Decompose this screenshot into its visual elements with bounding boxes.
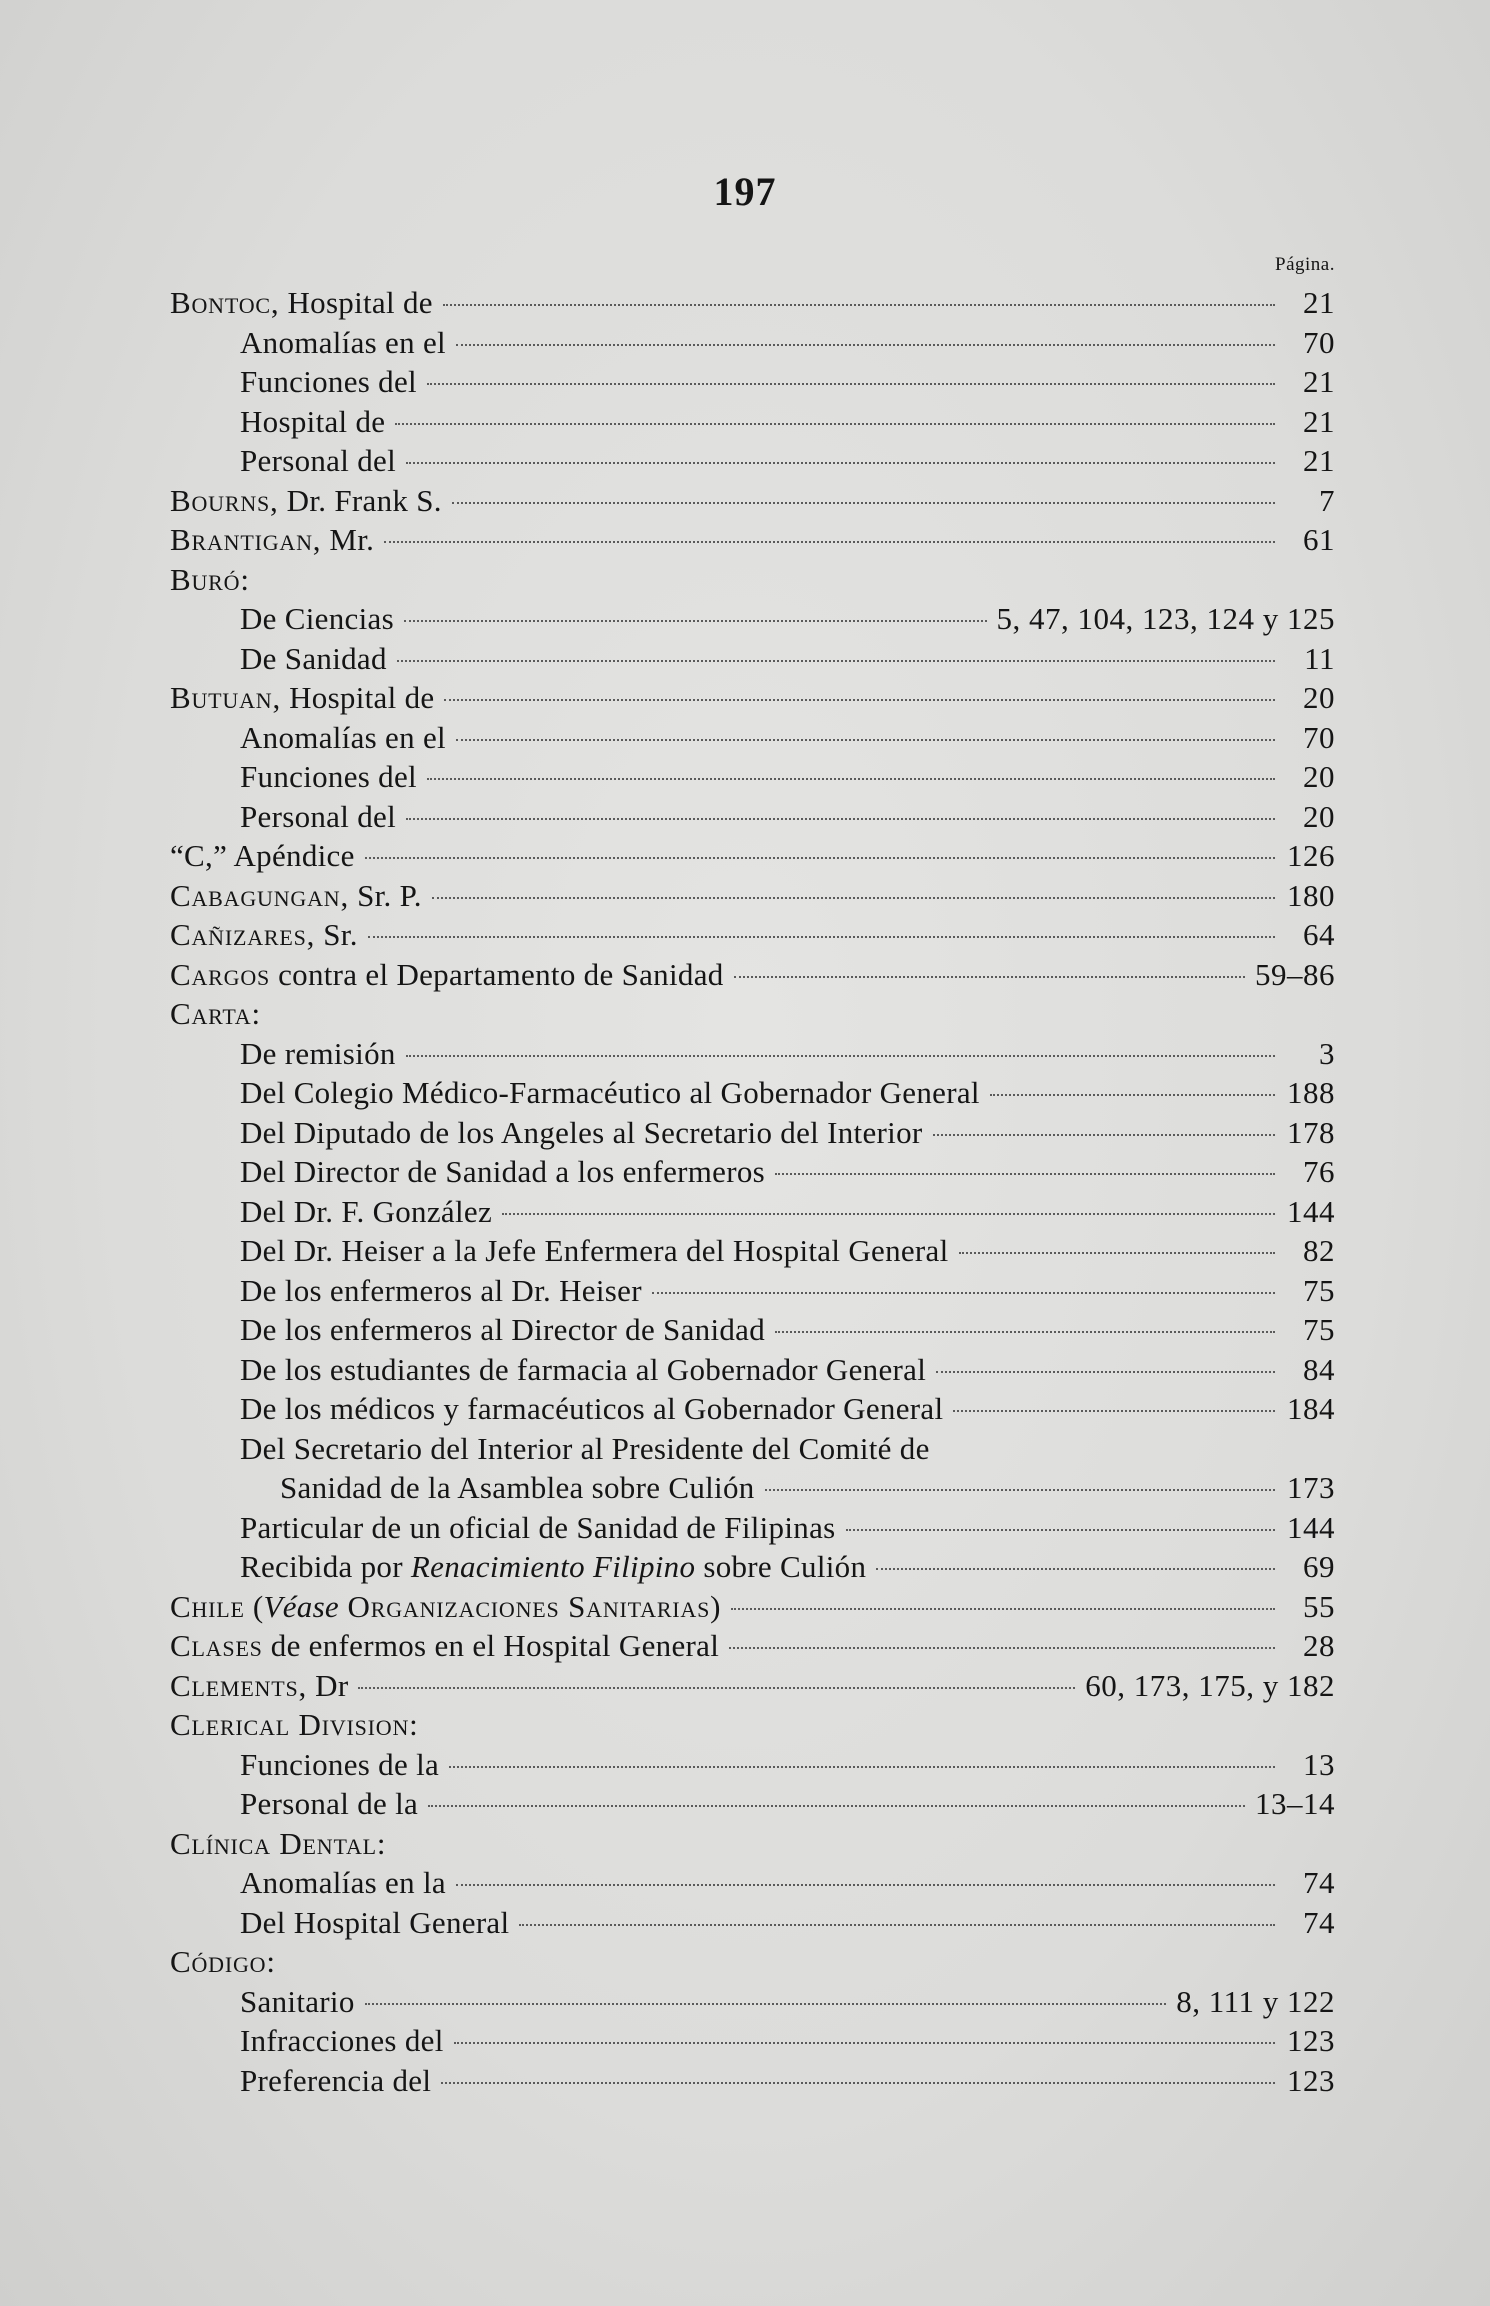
dot-leader — [397, 660, 1275, 662]
entry-text: Hospital de — [240, 403, 386, 439]
dot-leader — [990, 1094, 1275, 1096]
dot-leader — [406, 1055, 1275, 1057]
entry-text: Funciones del — [240, 759, 417, 794]
dot-leader — [432, 897, 1275, 899]
entry-pages: 82 — [1303, 1233, 1335, 1268]
entry-pages: 21 — [1303, 443, 1335, 478]
page-column-header: Página. — [1275, 254, 1335, 275]
entry-text: de enfermos en el Hospital General — [262, 1628, 720, 1663]
index-subentry — [170, 1547, 1335, 1587]
index-entry — [170, 876, 1335, 916]
entry-text: De los médicos y farmacéuticos al Gobernador General — [240, 1391, 944, 1426]
entry-pages: 13 — [1303, 1746, 1335, 1782]
entry-pages: 123 — [1287, 2062, 1335, 2098]
index-subentry — [170, 1271, 1335, 1311]
entry-heading: Cabagungan, — [170, 877, 350, 913]
entry-pages: 70 — [1303, 719, 1335, 755]
entry-heading: Bourns, — [170, 482, 279, 518]
dot-leader — [427, 778, 1275, 780]
entry-pages: 173 — [1287, 1470, 1335, 1505]
entry-pages: 21 — [1303, 285, 1335, 320]
entry-heading: Carta — [170, 996, 252, 1031]
entry-pages: 144 — [1287, 1509, 1335, 1545]
dot-leader — [406, 818, 1275, 820]
index-subentry — [170, 2021, 1335, 2061]
dot-leader — [456, 1884, 1275, 1886]
index-entry — [170, 520, 1335, 560]
entry-pages: 20 — [1303, 759, 1335, 794]
index-entry — [170, 955, 1335, 995]
entry-heading: Cargos — [170, 956, 271, 992]
entry-text: De Sanidad — [240, 640, 387, 676]
dot-leader — [404, 620, 987, 622]
entry-text: Dr — [307, 1667, 349, 1703]
index-entry — [170, 915, 1335, 955]
index-subentry — [170, 757, 1335, 797]
index-subentry — [170, 1982, 1335, 2022]
index-subentry — [170, 639, 1335, 679]
entry-italic-title: Renacimiento Filipino — [410, 1549, 696, 1584]
entry-pages: 76 — [1303, 1154, 1335, 1189]
dot-leader — [454, 2042, 1275, 2044]
index-subentry-continuation — [170, 1468, 1335, 1508]
index-entry — [170, 283, 1335, 323]
entry-text: Sr. P. — [349, 877, 422, 913]
dot-leader — [427, 383, 1275, 385]
entry-heading: Clements, — [170, 1667, 308, 1703]
entry-text: : — [251, 996, 261, 1031]
index-group-heading — [170, 560, 1335, 600]
entry-pages: 5, 47, 104, 123, 124 y 125 — [996, 601, 1335, 636]
entry-text: : — [409, 1707, 419, 1742]
index-subentry — [170, 1784, 1335, 1824]
dot-leader — [443, 304, 1275, 306]
index-subentry — [170, 718, 1335, 758]
index-subentry — [170, 441, 1335, 481]
index-subentry — [170, 362, 1335, 402]
entry-text: Recibida por — [240, 1549, 411, 1584]
entry-pages: 55 — [1303, 1588, 1335, 1624]
entry-text: Sanitario — [240, 1983, 355, 2019]
index-subentry — [170, 1192, 1335, 1232]
entry-heading: Clínica Dental — [170, 1825, 377, 1861]
index-subentry — [170, 1034, 1335, 1074]
entry-text: Mr. — [321, 522, 375, 557]
dot-leader — [441, 2082, 1275, 2084]
dot-leader — [406, 462, 1275, 464]
entry-text: Anomalías en el — [240, 324, 446, 360]
entry-text: Sr. — [315, 917, 358, 952]
dot-leader — [456, 344, 1275, 346]
entry-text: Personal del — [240, 798, 396, 834]
dot-leader — [846, 1529, 1276, 1531]
entry-pages: 70 — [1303, 324, 1335, 360]
index-group-heading — [170, 1824, 1335, 1864]
index-subentry — [170, 1113, 1335, 1153]
entry-heading: Clerical Division — [170, 1707, 410, 1742]
index-subentry — [170, 1152, 1335, 1192]
dot-leader — [428, 1805, 1245, 1807]
entry-pages: 59–86 — [1255, 956, 1335, 992]
dot-leader — [384, 541, 1275, 543]
entry-text: Personal del — [240, 443, 396, 478]
entry-text: De los enfermeros al Dr. Heiser — [240, 1272, 642, 1308]
entry-text: : — [266, 1944, 276, 1979]
entry-heading: Bontoc, — [170, 285, 280, 320]
index-subentry — [170, 797, 1335, 837]
entry-text: ) — [710, 1588, 721, 1624]
index-subentry — [170, 1903, 1335, 1943]
dot-leader — [456, 739, 1275, 741]
dot-leader — [775, 1331, 1275, 1333]
entry-pages: 69 — [1303, 1549, 1335, 1584]
dot-leader — [652, 1292, 1275, 1294]
dot-leader — [765, 1489, 1275, 1491]
index-subentry — [170, 1745, 1335, 1785]
entry-pages: 126 — [1287, 838, 1335, 873]
entry-pages: 184 — [1287, 1391, 1335, 1426]
dot-leader — [729, 1647, 1275, 1649]
entry-italic-see: Véase — [263, 1588, 339, 1624]
index-subentry — [170, 323, 1335, 363]
index-subentry — [170, 1073, 1335, 1113]
index-entry — [170, 1626, 1335, 1666]
entry-pages: 7 — [1319, 482, 1335, 518]
entry-text: Sanidad de la Asamblea sobre Culión — [280, 1470, 755, 1505]
entry-text: Anomalías en el — [240, 719, 446, 755]
index-subentry — [170, 1863, 1335, 1903]
entry-pages: 144 — [1287, 1193, 1335, 1229]
entry-pages: 8, 111 y 122 — [1176, 1983, 1335, 2019]
entry-text: De los estudiantes de farmacia al Gobernador General — [240, 1351, 927, 1387]
entry-text: ( — [244, 1588, 264, 1624]
index-subentry — [170, 599, 1335, 639]
index-entry — [170, 1666, 1335, 1706]
index-group-heading — [170, 1942, 1335, 1982]
dot-leader — [395, 423, 1275, 425]
entry-text: Del Dr. Heiser a la Jefe Enfermera del Hospital General — [240, 1233, 949, 1268]
entry-text: Del Director de Sanidad a los enfermeros — [240, 1154, 766, 1189]
entry-pages: 74 — [1303, 1865, 1335, 1900]
index-group-heading — [170, 1705, 1335, 1745]
entry-text: Funciones de la — [240, 1746, 440, 1782]
dot-leader — [734, 976, 1245, 978]
entry-pages: 178 — [1287, 1114, 1335, 1150]
index-subentry — [170, 1508, 1335, 1548]
dot-leader — [959, 1252, 1275, 1254]
entry-heading: Butuan, — [170, 680, 282, 715]
entry-text: sobre Culión — [695, 1549, 867, 1584]
dot-leader — [519, 1924, 1275, 1926]
entry-text: De Ciencias — [240, 601, 394, 636]
entry-pages: 61 — [1303, 522, 1335, 557]
entry-pages: 180 — [1287, 877, 1335, 913]
index-group-heading — [170, 994, 1335, 1034]
dot-leader — [731, 1608, 1275, 1610]
entry-heading: Brantigan, — [170, 522, 322, 557]
entry-text: Del Hospital General — [240, 1904, 510, 1940]
dot-leader — [358, 1687, 1075, 1689]
dot-leader — [365, 2003, 1167, 2005]
entry-heading: Código — [170, 1944, 267, 1979]
entry-text: Del Diputado de los Angeles al Secretario del Interior — [240, 1114, 923, 1150]
entry-pages: 64 — [1303, 917, 1335, 952]
entry-pages: 28 — [1303, 1628, 1335, 1663]
index-entry — [170, 836, 1335, 876]
entry-text: Del Colegio Médico-Farmacéutico al Gobernador General — [240, 1075, 980, 1110]
entry-pages: 123 — [1287, 2023, 1335, 2058]
index-subentry — [170, 1231, 1335, 1271]
entry-text: Personal de la — [240, 1786, 419, 1821]
entry-text: Del Dr. F. González — [240, 1193, 493, 1229]
entry-pages: 75 — [1303, 1272, 1335, 1308]
entry-pages: 84 — [1303, 1351, 1335, 1387]
entry-pages: 60, 173, 175, y 182 — [1085, 1667, 1335, 1703]
entry-text: : — [376, 1825, 386, 1861]
index-subentry-first-line — [170, 1429, 1335, 1469]
index-subentry — [170, 402, 1335, 442]
dot-leader — [936, 1371, 1275, 1373]
entry-text: De remisión — [240, 1035, 396, 1071]
dot-leader — [876, 1568, 1275, 1570]
dot-leader — [933, 1134, 1276, 1136]
entry-text: Funciones del — [240, 364, 417, 399]
dot-leader — [365, 857, 1275, 859]
index-subentry — [170, 1310, 1335, 1350]
page-number: 197 — [713, 169, 777, 214]
entry-text: Hospital de — [279, 285, 433, 320]
entry-pages: 20 — [1303, 680, 1335, 715]
entry-text: Infracciones del — [240, 2023, 444, 2058]
index-entry — [170, 678, 1335, 718]
dot-leader — [452, 502, 1275, 504]
dot-leader — [449, 1766, 1275, 1768]
dot-leader — [502, 1213, 1275, 1215]
entry-pages: 21 — [1303, 364, 1335, 399]
index-subentry — [170, 1389, 1335, 1429]
entry-pages: 3 — [1319, 1035, 1335, 1071]
entry-pages: 188 — [1287, 1075, 1335, 1110]
entry-text: Hospital de — [281, 680, 435, 715]
entry-text: Anomalías en la — [240, 1865, 446, 1900]
entry-pages: 20 — [1303, 798, 1335, 834]
entry-heading: Cañizares, — [170, 917, 316, 952]
index-subentry — [170, 2061, 1335, 2101]
entry-pages: 13–14 — [1255, 1786, 1335, 1821]
entry-text: Dr. Frank S. — [278, 482, 442, 518]
index-entry — [170, 1587, 1335, 1627]
dot-leader — [444, 699, 1275, 701]
entry-heading: Buró — [170, 561, 241, 597]
entry-pages: 11 — [1304, 640, 1335, 676]
entry-text: “C,” Apéndice — [170, 838, 355, 873]
index-entry — [170, 481, 1335, 521]
entry-text: contra el Departamento de Sanidad — [270, 956, 724, 992]
entry-text: Del Secretario del Interior al Presidente del Comité de — [240, 1430, 930, 1466]
entry-pages: 75 — [1303, 1312, 1335, 1347]
index-subentry — [170, 1350, 1335, 1390]
entry-heading: Chile — [170, 1588, 245, 1624]
entry-pages: 21 — [1303, 403, 1335, 439]
entry-heading: Clases — [170, 1628, 263, 1663]
entry-text: De los enfermeros al Director de Sanidad — [240, 1312, 766, 1347]
dot-leader — [368, 936, 1275, 938]
entry-text: Preferencia del — [240, 2062, 432, 2098]
dot-leader — [775, 1173, 1275, 1175]
entry-pages: 74 — [1303, 1904, 1335, 1940]
entry-heading: Organizaciones Sanitarias — [339, 1588, 711, 1624]
dot-leader — [953, 1410, 1275, 1412]
entry-text: Particular de un oficial de Sanidad de Filipinas — [240, 1509, 836, 1545]
subject-index — [170, 283, 1335, 2100]
entry-text: : — [240, 561, 250, 597]
